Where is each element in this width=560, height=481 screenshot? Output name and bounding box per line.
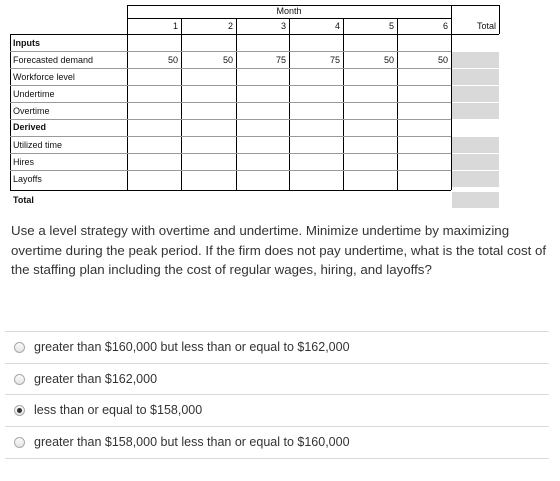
month-3-header: 3 — [280, 21, 286, 31]
answer-option-3[interactable] — [14, 400, 202, 420]
total-cell-layoffs — [452, 171, 499, 187]
demand-month-1: 50 — [167, 55, 178, 65]
month-6-header: 6 — [442, 21, 448, 31]
demand-month-6: 50 — [437, 55, 448, 65]
answer-option-4[interactable] — [14, 432, 350, 452]
derived-section-label: Derived — [13, 122, 47, 132]
answer-option-label: greater than $162,000 — [34, 372, 158, 386]
total-cell-overtime — [452, 103, 499, 119]
demand-month-4: 75 — [329, 55, 340, 65]
month-5-header: 5 — [388, 21, 394, 31]
total-cell-forecasted-demand — [452, 52, 499, 68]
row-label-forecasted-demand: Forecasted demand — [13, 55, 94, 65]
answer-option-label: greater than $158,000 but less than or equal to $160,000 — [34, 435, 350, 449]
total-cell-undertime — [452, 86, 499, 102]
radio-button-selected[interactable] — [14, 405, 25, 416]
month-header: Month — [276, 6, 302, 16]
row-label-hires: Hires — [13, 157, 35, 167]
radio-button[interactable] — [14, 374, 25, 385]
row-label-utilized-time: Utilized time — [13, 140, 63, 150]
answer-option-2[interactable] — [14, 369, 157, 389]
staffing-table — [10, 5, 504, 205]
answer-option-label: greater than $160,000 but less than or equal to $162,000 — [34, 340, 350, 354]
answer-option-1[interactable] — [14, 337, 350, 357]
inputs-section-label: Inputs — [13, 38, 40, 48]
radio-button[interactable] — [14, 437, 25, 448]
row-label-undertime: Undertime — [13, 89, 55, 99]
total-cell-utilized-time — [452, 137, 499, 153]
row-label-layoffs: Layoffs — [13, 174, 42, 184]
grand-total-cell — [452, 192, 499, 208]
total-row-label: Total — [13, 195, 34, 205]
total-header: Total — [476, 21, 496, 31]
total-cell-hires — [452, 154, 499, 170]
month-2-header: 2 — [227, 21, 233, 31]
row-label-overtime: Overtime — [13, 106, 50, 116]
demand-month-2: 50 — [222, 55, 233, 65]
answer-option-label: less than or equal to $158,000 — [34, 403, 203, 417]
total-cell-workforce-level — [452, 69, 499, 85]
row-label-workforce-level: Workforce level — [13, 72, 75, 82]
month-1-header: 1 — [172, 21, 178, 31]
question-text: Use a level strategy with overtime and undertime. Minimize undertime by maximizing overtime during the peak period. If the firm does not pay undertime, what is the total cost of the staffing plan including the cost of regular wages, hiring, and layoffs? — [11, 223, 547, 277]
month-4-header: 4 — [334, 21, 340, 31]
radio-button[interactable] — [14, 342, 25, 353]
demand-month-5: 50 — [383, 55, 394, 65]
demand-month-3: 75 — [275, 55, 286, 65]
